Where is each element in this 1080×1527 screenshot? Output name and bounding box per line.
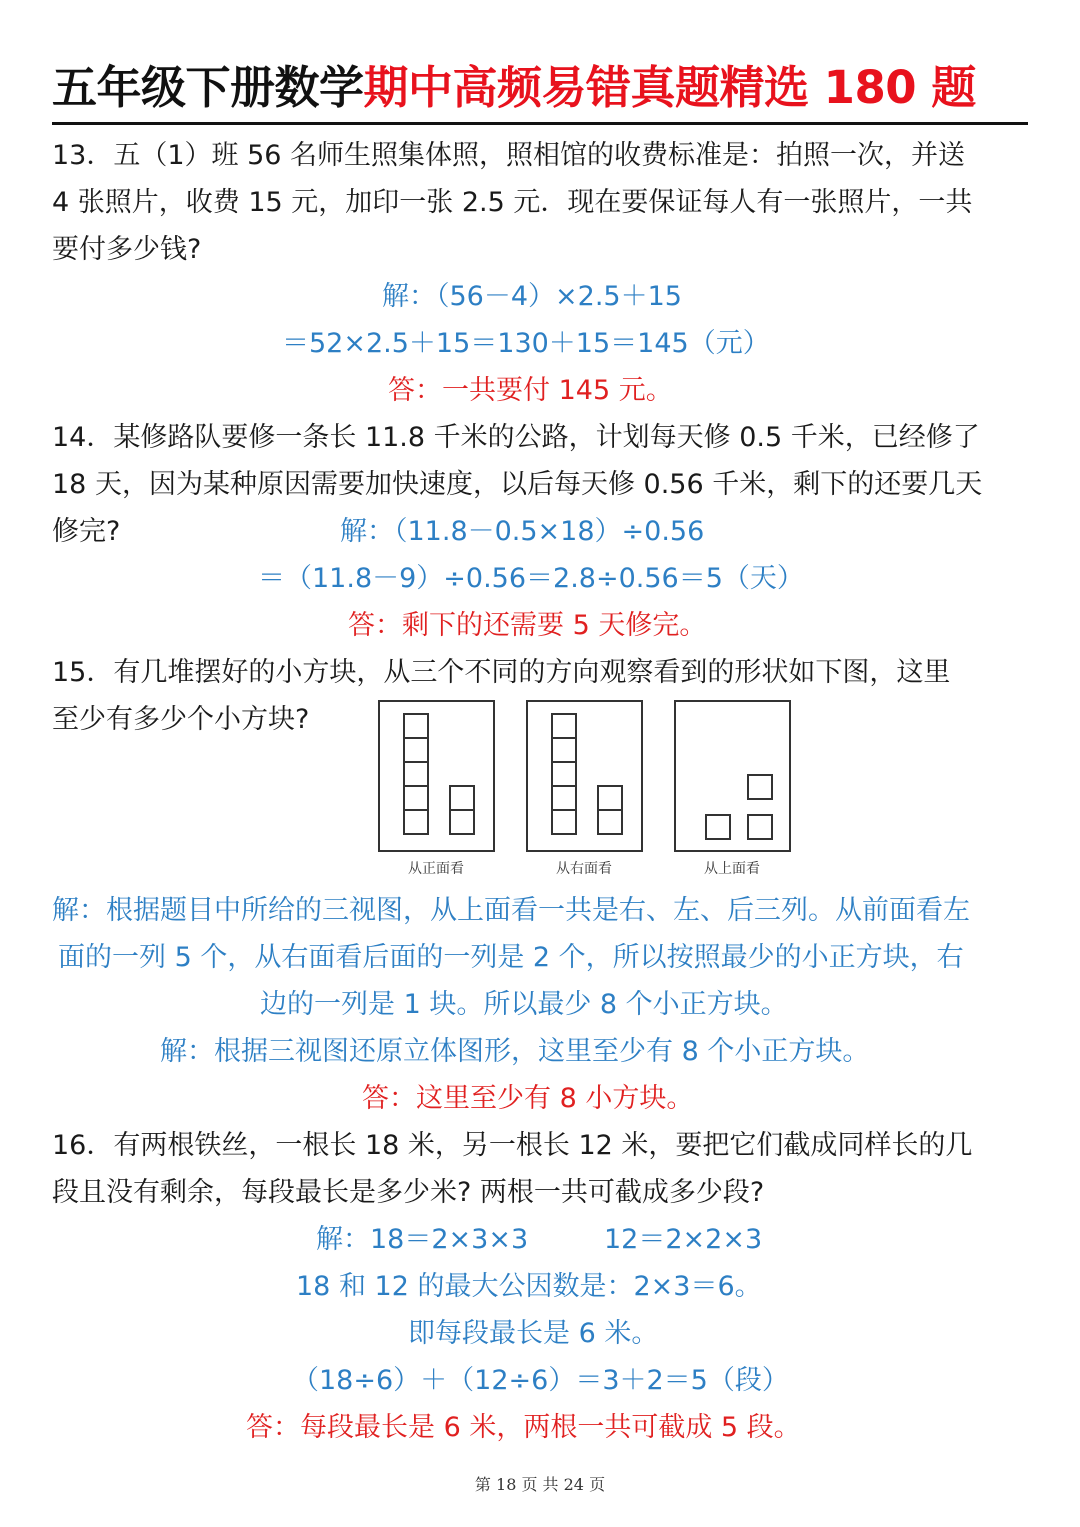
q16-answer: 答：每段最长是 6 米，两根一共可截成 5 段。 — [246, 1412, 801, 1443]
q14-line-3: 修完? — [52, 516, 121, 547]
q15-line-2: 至少有多少个小方块? — [52, 704, 310, 735]
q15-solution-1: 解：根据题目中所给的三视图，从上面看一共是右、左、后三列。从前面看左 — [52, 895, 970, 926]
front-view-frame — [379, 701, 494, 851]
top-view — [675, 701, 790, 877]
q15-answer: 答：这里至少有 8 小方块。 — [362, 1083, 694, 1114]
q13-line-1: 13．五（1）班 56 名师生照集体照，照相馆的收费标准是：拍照一次，并送 — [52, 140, 966, 171]
q13-solution-2: ＝52×2.5＋15＝130＋15＝145（元） — [282, 328, 770, 359]
q15-solution-4: 解：根据三视图还原立体图形，这里至少有 8 个小正方块。 — [160, 1036, 870, 1067]
q16-solution-1b: 12＝2×2×3 — [604, 1224, 763, 1255]
q14-line-2: 18 天，因为某种原因需要加快速度，以后每天修 0.56 千米，剩下的还要几天 — [52, 469, 983, 500]
right-view — [527, 701, 642, 877]
q13-line-3: 要付多少钱? — [52, 234, 202, 265]
title-underline — [52, 122, 1028, 125]
q14-line-1: 14．某修路队要修一条长 11.8 千米的公路，计划每天修 0.5 千米，已经修了 — [52, 422, 980, 453]
q15-line-1: 15．有几堆摆好的小方块，从三个不同的方向观察看到的形状如下图，这里 — [52, 657, 951, 688]
q14-solution-2: ＝（11.8－9）÷0.56＝2.8÷0.56＝5（天） — [258, 563, 804, 594]
q16-solution-3: 即每段最长是 6 米。 — [408, 1318, 659, 1349]
q16-line-2: 段且没有剩余，每段最长是多少米? 两根一共可截成多少段? — [52, 1177, 765, 1208]
q14-solution-1: 解：（11.8－0.5×18）÷0.56 — [340, 516, 705, 547]
q13-line-2: 4 张照片，收费 15 元，加印一张 2.5 元．现在要保证每人有一张照片，一共 — [52, 187, 973, 218]
q15-solution-3: 边的一列是 1 块。所以最少 8 个小正方块。 — [260, 989, 788, 1020]
page-number: 第 18 页 共 24 页 — [474, 1475, 606, 1494]
title-topic: 期中高频易错真题精选 180 题 — [363, 61, 976, 114]
q13-solution-1: 解：（56－4）×2.5＋15 — [382, 281, 682, 312]
page-title — [52, 52, 1032, 124]
front-view-caption: 从正面看 — [408, 861, 464, 877]
top-view-caption: 从上面看 — [704, 861, 760, 877]
right-view-frame — [527, 701, 642, 851]
three-views-figure — [370, 692, 800, 882]
q13-answer: 答：一共要付 145 元。 — [388, 375, 673, 406]
title-grade: 五年级下册数学 — [52, 61, 364, 114]
front-view — [379, 701, 494, 877]
q15-solution-2: 面的一列 5 个，从右面看后面的一列是 2 个，所以按照最少的小正方块，右 — [58, 942, 964, 973]
q16-line-1: 16．有两根铁丝，一根长 18 米，另一根长 12 米，要把它们截成同样长的几 — [52, 1130, 973, 1161]
q14-answer: 答：剩下的还需要 5 天修完。 — [348, 610, 707, 641]
q16-solution-1a: 解：18＝2×3×3 — [316, 1224, 529, 1255]
q16-solution-4: （18÷6）＋（12÷6）＝3＋2＝5（段） — [292, 1365, 789, 1396]
q16-solution-2: 18 和 12 的最大公因数是：2×3＝6。 — [296, 1271, 762, 1302]
right-view-caption: 从右面看 — [556, 861, 612, 877]
